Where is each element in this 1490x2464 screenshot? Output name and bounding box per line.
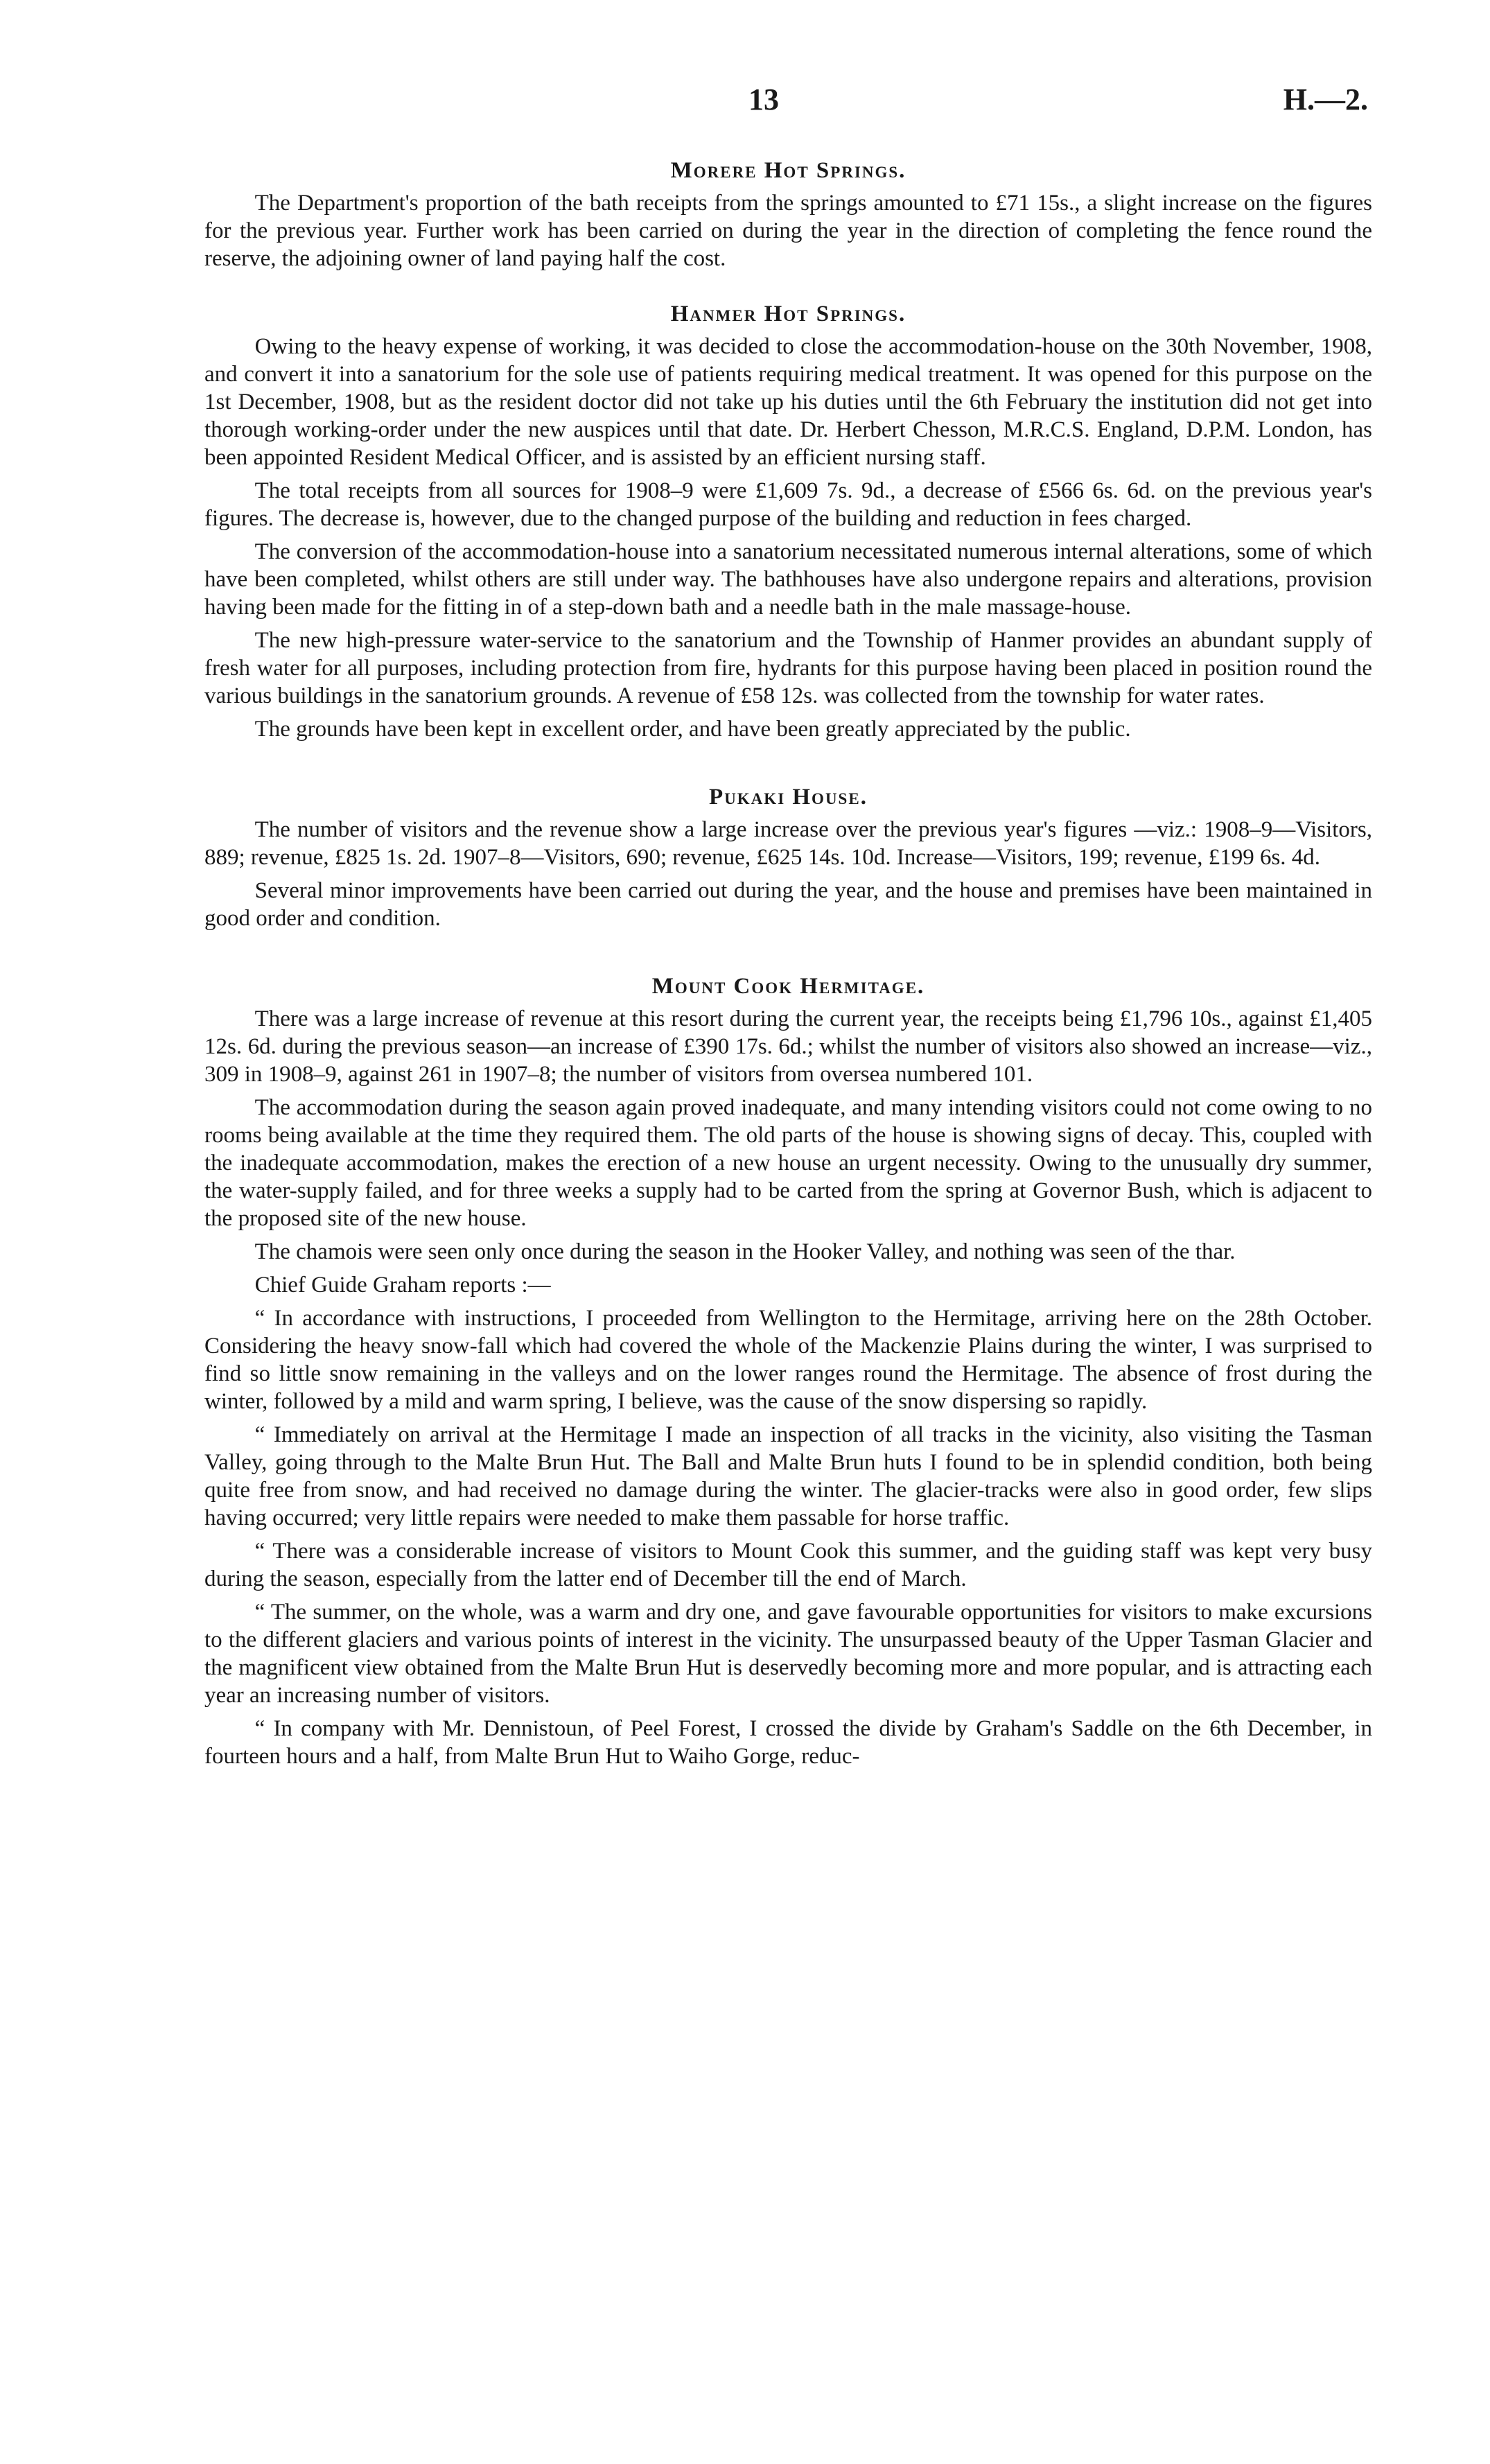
paragraph: The chamois were seen only once during the season in the Hooker Valley, and nothing was seen of the thar. xyxy=(254,1239,1236,1264)
paragraph: The conversion of the accommodation-house into a sanatorium necessitated numerous internal alterations, some of which have been completed, whilst others are still under way. The bathhouses have also undergone repairs and alterations, provision having been made for the fitting in of a step-down bath and a needle bath in the male massage-house. xyxy=(204,539,1372,620)
paragraph: The Department's proportion of the bath receipts from the springs amounted to £71 15s., a slight increase on the figures for the previous year. Further work has been carried on during the year in the direction of completing the fence round the reserve, the adjoining owner of land paying half the cost. xyxy=(204,191,1372,271)
paragraph: There was a large increase of revenue at this resort during the current year, the receipts being £1,796 10s., against £1,405 12s. 6d. during the previous season—an increase of £390 17s. 6d.; whilst the number of visitors also showed an increase—viz., 309 in 1908–9, against 261 in 1907–8; the number of visitors from oversea numbered 101. xyxy=(204,1006,1372,1087)
page-header xyxy=(0,82,1490,130)
section-gap xyxy=(204,938,1372,974)
section-pukaki-house xyxy=(204,785,1372,932)
paragraph: The grounds have been kept in excellent order, and have been greatly appreciated by the public. xyxy=(254,717,1131,742)
section-gap xyxy=(204,749,1372,785)
series-mark: H.—2. xyxy=(1283,82,1368,116)
section-gap xyxy=(204,278,1372,302)
section-hanmer-hot-springs xyxy=(204,302,1372,743)
section-morere-hot-springs xyxy=(204,158,1372,272)
section-mount-cook-hermitage xyxy=(204,974,1372,1770)
paragraph: The total receipts from all sources for 1908–9 were £1,609 7s. 9d., a decrease of £566 6s. 6d. on the previous year's figures. The decrease is, however, due to the changed purpose of the building and reduction in fees charged. xyxy=(204,478,1372,531)
page-number: 13 xyxy=(748,82,779,116)
paragraph: The accommodation during the season again proved inadequate, and many intending visitors could not come owing to no rooms being available at the time they required them. The old parts of the house is showing signs of decay. This, coupled with the inadequate accommodation, makes the erection of a new house an urgent necessity. Owing to the unusually dry summer, the water-supply failed, and for three weeks a supply had to be carted from the spring at Governor Bush, which is adjacent to the proposed site of the new house. xyxy=(204,1095,1372,1231)
section-title: Hanmer Hot Springs. xyxy=(670,302,906,326)
quoted-paragraph: “ In company with Mr. Dennistoun, of Peel Forest, I crossed the divide by Graham's Saddle on the 6th December, in fourteen hours and a half, from Malte Brun Hut to Waiho Gorge, reduc- xyxy=(204,1716,1372,1769)
paragraph: The number of visitors and the revenue show a large increase over the previous year's figures —viz.: 1908–9—Visitors, 889; revenue, £825 1s. 2d. 1907–8—Visitors, 690; revenue, £625 14s. 10d. Increase—Visitors, 199; revenue, £199 6s. 4d. xyxy=(204,817,1372,870)
quoted-paragraph: “ Immediately on arrival at the Hermitage I made an inspection of all tracks in the vicinity, also visiting the Tasman Valley, going through to the Malte Brun Hut. The Ball and Malte Brun huts I found to be in splendid condition, both being quite free from snow, and had received no damage during the winter. The glacier-tracks were also in good order, few slips having occurred; very little repairs were needed to make them passable for horse traffic. xyxy=(204,1422,1372,1530)
section-title: Pukaki House. xyxy=(709,785,868,810)
paragraph: Owing to the heavy expense of working, it was decided to close the accommodation-house on the 30th November, 1908, and convert it into a sanatorium for the sole use of patients requiring medical treatment. It was opened for this purpose on the 1st December, 1908, but as the resident doctor did not take up his duties until the 6th February the institution did not get into thorough working-order under the new auspices until that date. Dr. Herbert Chesson, M.R.C.S. England, D.P.M. London, has been appointed Resident Medical Officer, and is assisted by an efficient nursing staff. xyxy=(204,334,1372,470)
quoted-paragraph: “ There was a considerable increase of visitors to Mount Cook this summer, and the guiding staff was kept very busy during the season, especially from the latter end of December till the end of March. xyxy=(204,1539,1372,1591)
quoted-paragraph: “ In accordance with instructions, I proceeded from Wellington to the Hermitage, arriving here on the 28th October. Considering the heavy snow-fall which had covered the whole of the Mackenzie Plains during the winter, I was surprised to find so little snow remaining in the valleys and on the lower ranges round the Hermitage. The absence of frost during the winter, followed by a mild and warm spring, I believe, was the cause of the snow dispersing so rapidly. xyxy=(204,1306,1372,1414)
paragraph: Several minor improvements have been carried out during the year, and the house and premises have been maintained in good order and condition. xyxy=(204,878,1372,931)
paragraph: The new high-pressure water-service to the sanatorium and the Township of Hanmer provides an abundant supply of fresh water for all purposes, including protection from fire, hydrants for this purpose having been placed in position round the various buildings in the sanatorium grounds. A revenue of £58 12s. was collected from the township for water rates. xyxy=(204,628,1372,708)
section-title: Mount Cook Hermitage. xyxy=(651,974,925,999)
page-body xyxy=(204,158,1372,1776)
quoted-paragraph: “ The summer, on the whole, was a warm and dry one, and gave favourable opportunities for visitors to make excursions to the different glaciers and various points of interest in the vicinity. The unsurpassed beauty of the Upper Tasman Glacier and the magnificent view obtained from the Malte Brun Hut is deservedly becoming more and more popular, and is attracting each year an increasing number of visitors. xyxy=(204,1600,1372,1708)
paragraph: Chief Guide Graham reports :— xyxy=(254,1273,551,1297)
section-title: Morere Hot Springs. xyxy=(670,158,906,183)
